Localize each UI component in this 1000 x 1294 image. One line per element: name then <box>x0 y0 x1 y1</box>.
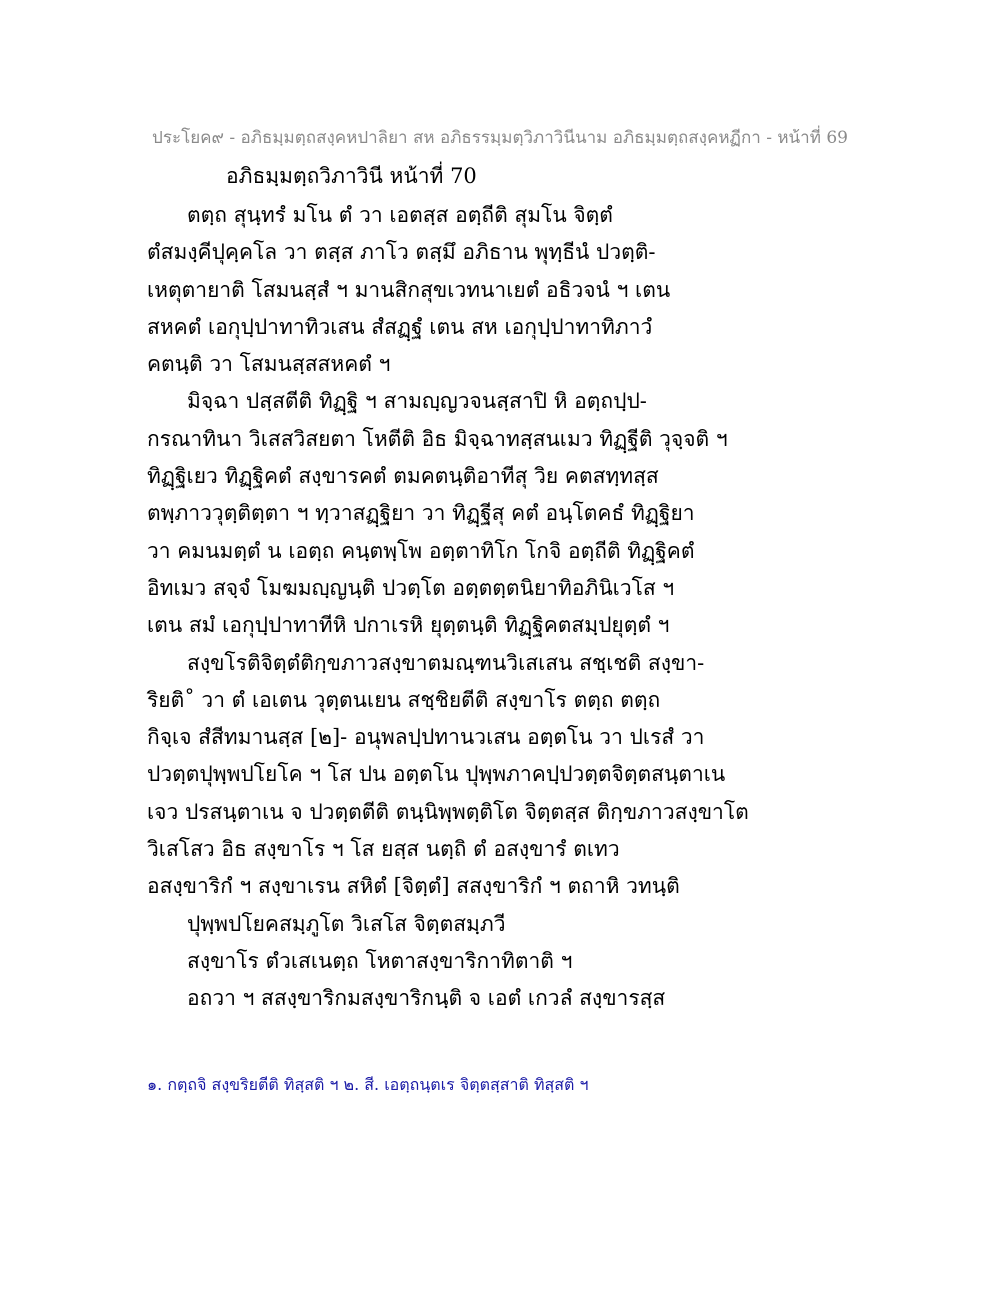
text-line: วิเสโสว อิธ สงฺขาโร ฯ โส ยสฺส นตฺถิ ตํ อสงฺขารํ ตเทว <box>147 837 620 862</box>
text-line: ตตฺถ สุนฺทรํ มโน ตํ วา เอตสฺส อตฺถีติ สุมโน จิตฺตํ <box>187 203 613 227</box>
text-line: ปวตฺตปุพฺพปโยโค ฯ โส ปน อตฺตโน ปุพฺพภาคปฺปวตฺตจิตฺตสนฺตาเน <box>147 762 726 787</box>
running-header: ประโยค๙ - อภิธมฺมตฺถสงฺคหปาลิยา สห อภิธรรมฺมตฺวิภาวินีนาม อภิธมฺมตฺถสงฺคหฏีกา - หน้าที่ 69 <box>152 128 848 148</box>
text-line: คตนฺติ วา โสมนสฺสสหคตํ ฯ <box>147 352 391 377</box>
text-line: อถวา ฯ สสงฺขาริกมสงฺขาริกนฺติ จ เอตํ เกวลํ สงฺขารสฺส <box>187 986 666 1011</box>
verse-line: สงฺขาโร ตํวเสเนตฺถ โหตาสงฺขาริกาทิตาติ ฯ <box>187 948 573 973</box>
text-line: ตํสมงฺคีปุคฺคโล วา ตสฺส ภาโว ตสฺมึ อภิธาน พุทฺธีนํ ปวตฺติ- <box>147 240 656 265</box>
page-heading: อภิธมฺมตฺถวิภาวินี หน้าที่ 70 <box>226 164 477 188</box>
text-line: อิทเมว สจฺจํ โมฆมญฺญนฺติ ปวตฺโต อตฺตตฺตนิยาทิอภินิเวโส ฯ <box>147 575 675 600</box>
text-line: สหคตํ เอกุปฺปาทาทิวเสน สํสฏฺฐํ เตน สห เอกุปฺปาทาทิภาวํ <box>147 314 653 339</box>
text-line: สงฺขโรติจิตฺตํติกฺขภาวสงฺขาตมณฺฑนวิเสเสน สชฺเชติ สงฺขา- <box>187 650 705 675</box>
text-line: ริยติ˚ วา ตํ เอเตน วุตฺตนเยน สชฺชิยตีติ สงฺขาโร ตตฺถ ตตฺถ <box>147 687 661 712</box>
text-line: กิจฺเจ สํสีทมานสฺส [๒]- อนุพลปฺปทานวเสน อตฺตโน วา ปเรสํ วา <box>147 725 705 750</box>
text-line: เตน สมํ เอกุปฺปาทาทีหิ ปกาเรหิ ยุตฺตนฺติ ทิฏฺฐิคตสมฺปยุตฺตํ ฯ <box>147 613 670 638</box>
text-line: วา คมนมตฺตํ น เอตฺถ คนฺตพฺโพ อตฺตาทิโก โกจิ อตฺถีติ ทิฏฺฐิคตํ <box>147 538 695 563</box>
body-text <box>147 197 747 1018</box>
text-line: เจว ปรสนฺตาเน จ ปวตฺตตีติ ตนฺนิพฺพตฺติโต จิตฺตสฺส ติกฺขภาวสงฺขาโต <box>147 799 749 824</box>
text-line: เหตุตายาติ โสมนสฺสํ ฯ มานสิกสุขเวทนาเยตํ อธิวจนํ ฯ เตน <box>147 277 671 302</box>
text-line: อสงฺขาริกํ ฯ สงฺขาเรน สหิตํ [จิตฺตํ] สสงฺขาริกํ ฯ ตถาหิ วทนฺติ <box>147 874 680 899</box>
text-line: ตพฺภาววุตฺติตฺตา ฯ ทฺวาสฏฺฐิยา วา ทิฏฺฐีสุ คตํ อนฺโตคธํ ทิฏฺฐิยา <box>147 501 695 526</box>
text-line: ทิฏฺฐิเยว ทิฏฺฐิคตํ สงฺขารคตํ ตมคตนฺติอาทีสุ วิย คตสทฺทสฺส <box>147 464 659 489</box>
verse-line: ปุพฺพปโยคสมฺภูโต วิเสโส จิตฺตสมฺภวี <box>187 911 506 936</box>
text-line: กรณาทินา วิเสสวิสยตา โหตีติ อิธ มิจฺฉาทสฺสนเมว ทิฏฺฐีติ วุจฺจติ ฯ <box>147 426 728 451</box>
footnote: ๑. กตฺถจิ สงฺขริยตีติ ทิสฺสติ ฯ ๒. สี. เอตฺถนฺตเร จิตฺตสฺสาติ ทิสฺสติ ฯ <box>147 1075 589 1094</box>
text-line: มิจฺฉา ปสฺสตีติ ทิฏฺฐิ ฯ สามญฺญวจนสฺสาปิ หิ อตฺถปฺป- <box>187 389 647 414</box>
